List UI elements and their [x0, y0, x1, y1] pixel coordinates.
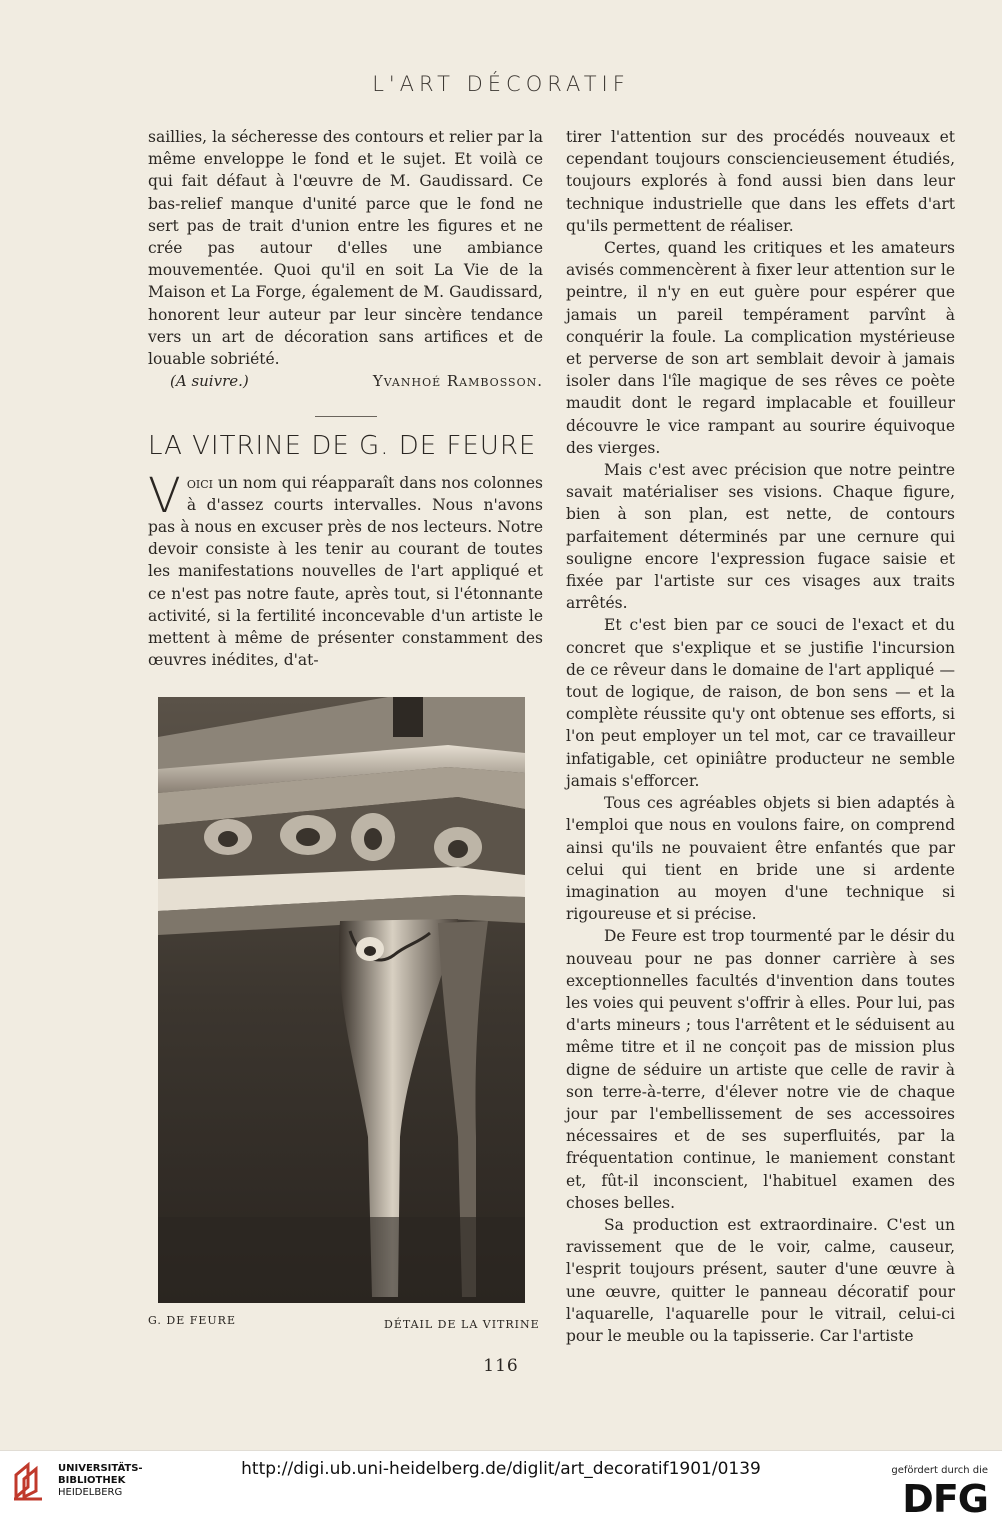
figure-caption-title: DÉTAIL DE LA VITRINE [384, 1318, 540, 1331]
running-title: L'ART DÉCORATIF [372, 72, 630, 96]
article-signature [148, 370, 543, 392]
section-title: LA VITRINE DE G. DE FEURE [148, 431, 537, 462]
library-name-line: BIBLIOTHEK [58, 1475, 126, 1486]
drop-cap: V [148, 467, 181, 524]
section-divider [315, 416, 377, 417]
article-paragraph: tirer l'attention sur des procédés nouveaux et cependant toujours consciencieusement étudiés, toujours explorés à fond aussi bien dans leur technique industrielle que dans les effets d'art qu'ils permettent de réaliser. [566, 128, 955, 235]
page-number: 116 [483, 1356, 519, 1376]
article-paragraph: Mais c'est avec précision que notre peintre savait matérialiser ses visions. Chaque figure, bien à son plan, est nette, de contours parfaitement déterminés par une cernure qui souligne encore l'expression fugace saisie et fixée par l'artiste sur ces visages aux traits arrêtés. [566, 461, 955, 613]
left-column [148, 126, 543, 671]
article-paragraph: Sa production est extraordinaire. C'est un ravissement que de le voir, calme, causeur, l'esprit toujours présent, sauter d'une œuvre à une œuvre, quitter le panneau décoratif pour l'aquarelle, l'aquarelle pour le vitrail, celui-ci pour le meuble ou la tapisserie. Car l'artiste [566, 1215, 955, 1345]
figure-caption-artist: G. DE FEURE [148, 1314, 236, 1327]
permalink-url[interactable]: http://digi.ub.uni-heidelberg.de/diglit/art_decoratif1901/0139 [241, 1459, 761, 1479]
article-paragraph: Et c'est bien par ce souci de l'exact et du concret que s'explique et se justifie l'incursion de ce rêveur dans le domaine de l'art appliqué — tout de logique, de raison, de bon sens — et la complète réussite qu'y ont obtenue ses efforts, si l'on peut employer un tel mot, car ce travailleur infatigable, cet opiniâtre producteur ne semble jamais s'efforcer. [566, 616, 955, 790]
article-paragraph: Certes, quand les critiques et les amateurs avisés commencèrent à fixer leur attention sur le peintre, il n'y en eut guère pour espérer que jamais un pareil tempérament parvînt à conquérir la foule. La complication mystérieuse et perverse de son art semblait devoir à jamais isoler dans l'île magique de ses rêves ce poète maudit dont le regard implacable et fouilleur découvre le vice rampant au sourire équivoque des vierges. [566, 239, 955, 457]
to-be-continued: (A suivre.) [170, 372, 249, 391]
lead-word: oici [186, 473, 213, 492]
vitrine-illustration [158, 697, 525, 1303]
vitrine-photograph [158, 697, 525, 1303]
article-paragraph: saillies, la sécheresse des contours et relier par la même enveloppe le fond et le sujet. Et voilà ce qui fait défaut à l'œuvre de M. Gaudissard. Ce bas-relief manque d'unité parce que le fond ne sert pas de trait d'union entre les figures et ne crée pas autour d'elles une ambiance mouvementée. Quoi qu'il en soit La Vie de la Maison et La Forge, également de M. Gaudissard, honorent leur auteur par leur sincère tendance vers un art de décoration sans artifices et de louable sobriété. [148, 128, 543, 369]
article-paragraph: Tous ces agréables objets si bien adaptés à l'emploi que nous en voulons faire, on comprend ainsi qu'ils ne pouvaient être enfantés que par celui qui tient en bride une si ardente imagination au moyen d'une technique si rigoureuse et si précise. [566, 794, 955, 924]
digitization-footer [0, 1450, 1002, 1528]
author-name: Yvanhoé Rambosson. [372, 372, 543, 391]
dfg-logo: DFG [902, 1477, 988, 1521]
section-text: un nom qui réapparaît dans nos colonnes à d'assez courts intervalles. Nous n'avons pas à nous en excuser près de nos lecteurs. Notre devoir consiste à les tenir au courant de toutes les manifestations nouvelles de l'art appliqué et ce n'est pas notre faute, après tout, si l'étonnante activité, si la fertilité inconcevable d'un artiste le mettent à même de présenter constamment des œuvres inédites, d'at- [148, 473, 543, 670]
library-name-line: HEIDELBERG [58, 1487, 123, 1498]
section-paragraph [148, 467, 543, 672]
article-paragraph: De Feure est trop tourmenté par le désir du nouveau pour ne pas donner carrière à ses exceptionnelles facultés d'invention dans toutes les voies qui peuvent s'offrir à elles. Pour lui, pas d'arts mineurs ; tous l'arrêtent et le séduisent au même titre et il ne conçoit pas de mission plus digne de séduire un artiste que celle de ravir à son terre-à-terre, d'élever notre vie de chaque jour par l'embellissement de ses accessoires nécessaires et de ses superfluités, par la fréquentation continue, le maniement constant et, fût-il inconscient, l'habituel examen des choses belles. [566, 927, 955, 1212]
funded-by-text: gefördert durch die [891, 1465, 988, 1476]
right-column [566, 126, 955, 1347]
library-name-line: UNIVERSITÄTS- [58, 1463, 143, 1474]
